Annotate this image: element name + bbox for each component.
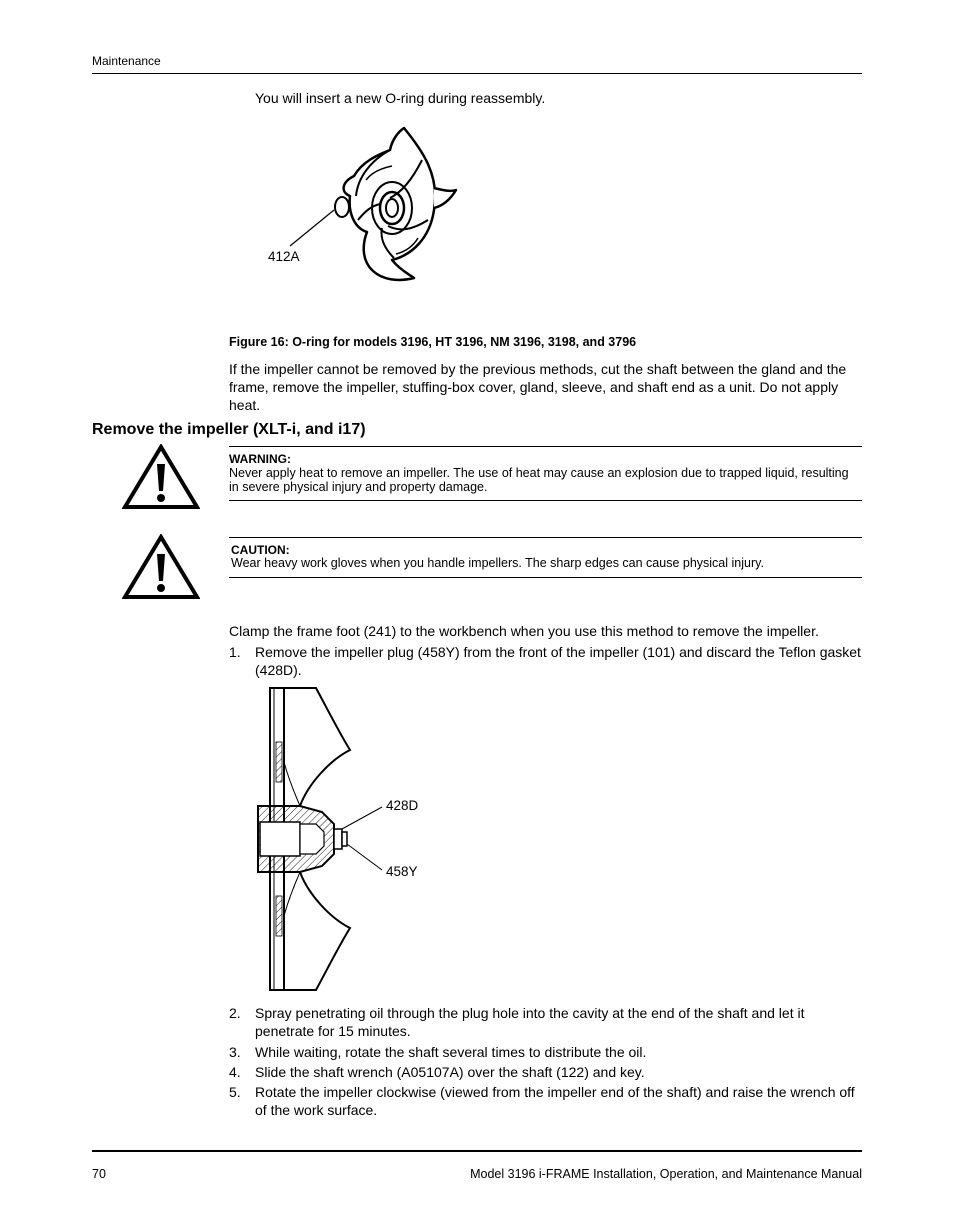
oring-shape: [335, 197, 349, 217]
footer-title: Model 3196 i-FRAME Installation, Operation, and Maintenance Manual: [470, 1167, 862, 1181]
intro-text: You will insert a new O-ring during reassembly.: [255, 90, 546, 106]
callout-428d: 428D: [386, 798, 419, 813]
clamp-paragraph: Clamp the frame foot (241) to the workbench when you use this method to remove the impeller.: [229, 623, 819, 639]
warning-bottom-rule: [229, 500, 862, 501]
step-text: Rotate the impeller clockwise (viewed from the impeller end of the shaft) and raise the wrench off of the work surface.: [255, 1084, 855, 1118]
running-header: Maintenance: [92, 54, 161, 68]
impeller-plug-figure: [250, 684, 440, 994]
header-rule: [92, 73, 862, 74]
caution-icon: [122, 534, 200, 600]
footer-rule: [92, 1150, 862, 1152]
callout-412a: 412A: [268, 249, 300, 264]
page-number: 70: [92, 1167, 106, 1181]
step-text: Spray penetrating oil through the plug hole into the cavity at the end of the shaft and let it penetrate for 15 minutes.: [255, 1005, 805, 1039]
step-text: Remove the impeller plug (458Y) from the front of the impeller (101) and discard the Teflon gasket (428D).: [255, 644, 861, 678]
caution-text: Wear heavy work gloves when you handle impellers. The sharp edges can cause physical injury.: [231, 556, 764, 570]
caution-label: CAUTION:: [231, 543, 290, 557]
warning-label: WARNING:: [229, 452, 291, 466]
caution-top-rule: [229, 537, 862, 538]
step-number: 3.: [229, 1044, 241, 1060]
warning-top-rule: [229, 446, 862, 447]
step-number: 1.: [229, 644, 241, 660]
caution-bottom-rule: [229, 577, 862, 578]
callout-458y: 458Y: [386, 864, 418, 879]
step-number: 2.: [229, 1005, 241, 1021]
section-heading: Remove the impeller (XLT-i, and i17): [92, 421, 366, 438]
figure-caption: Figure 16: O-ring for models 3196, HT 3196, NM 3196, 3198, and 3796: [229, 335, 637, 349]
cut-shaft-paragraph: If the impeller cannot be removed by the previous methods, cut the shaft between the gland and the frame, remove the impeller, stuffing-box cover, gland, sleeve, and shaft end as a unit. Do not apply heat.: [229, 361, 847, 413]
warning-text: Never apply heat to remove an impeller. The use of heat may cause an explosion due to trapped liquid, resulting in severe physical injury and property damage.: [229, 466, 849, 494]
step-number: 4.: [229, 1064, 241, 1080]
warning-icon: [122, 444, 200, 510]
step-text: While waiting, rotate the shaft several times to distribute the oil.: [255, 1044, 647, 1060]
step-text: Slide the shaft wrench (A05107A) over the shaft (122) and key.: [255, 1064, 645, 1080]
step-number: 5.: [229, 1084, 241, 1100]
